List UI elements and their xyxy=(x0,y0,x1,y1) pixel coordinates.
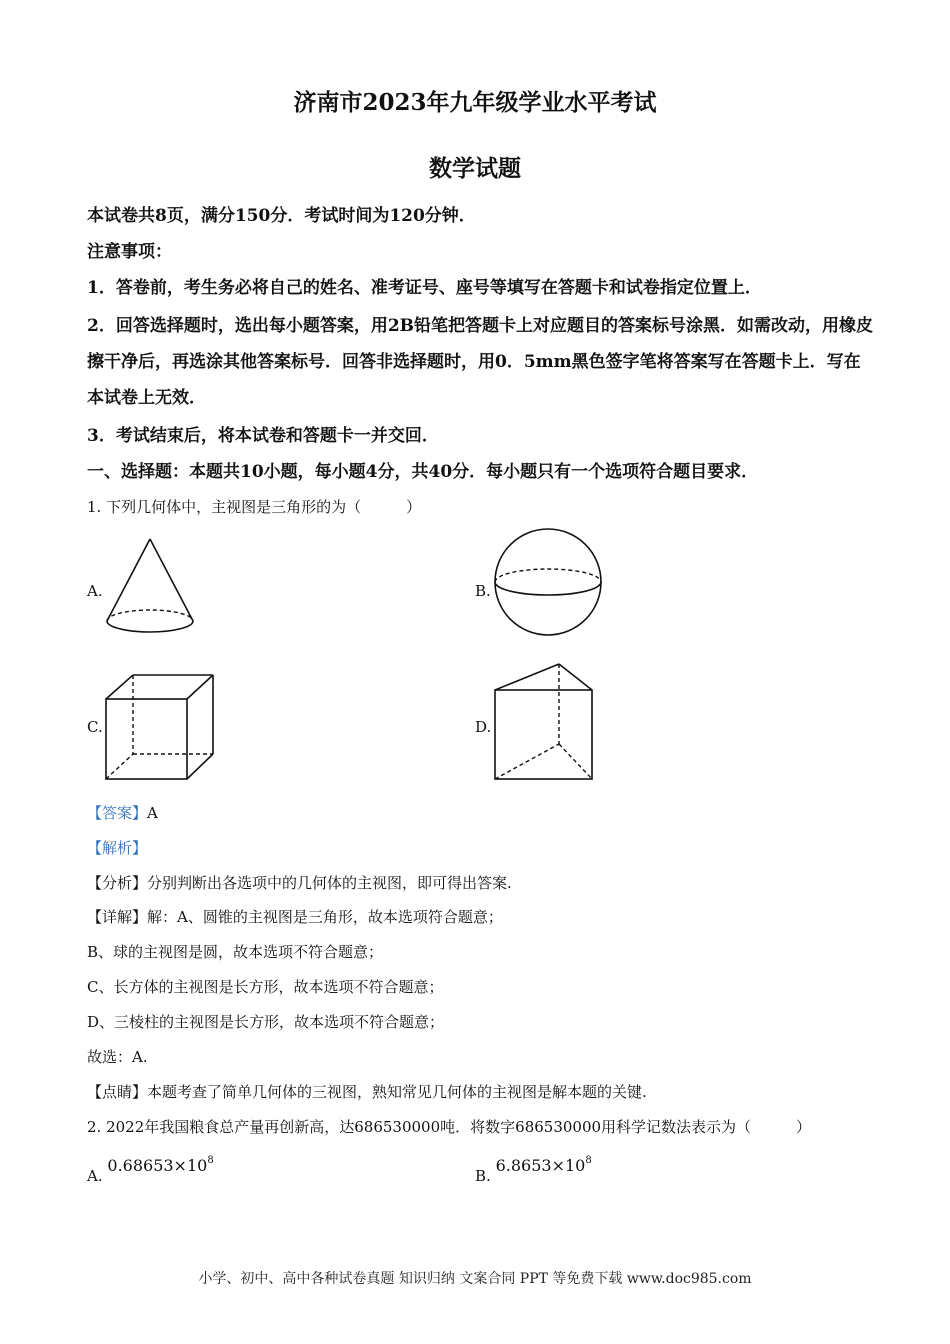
q1-answer-line xyxy=(87,802,158,824)
q2-option-a-value: $0.68653\times 10^8$ xyxy=(107,1155,214,1175)
fenxi-tag: 【分析】 xyxy=(87,874,148,892)
q1-option-b-label: B. xyxy=(475,582,491,600)
page-footer: 小学、初中、高中各种试卷真题 知识归纳 文案合同 PPT 等免费下载 www.doc985.com xyxy=(198,1271,752,1287)
q2-option-b xyxy=(475,1155,592,1187)
q2-option-b-value: $6.8653\times 10^8$ xyxy=(495,1155,592,1175)
fenxi-text: 分别判断出各选项中的几何体的主视图，即可得出答案. xyxy=(147,874,512,892)
q1-stem: 1. 下列几何体中，主视图是三角形的为（ ） xyxy=(87,498,422,516)
notice-1: 1．答卷前，考生务必将自己的姓名、准考证号、座号等填写在答题卡和试卷指定位置上． xyxy=(87,278,762,298)
q1-fenxi xyxy=(87,872,512,894)
sphere-icon xyxy=(492,526,604,638)
q1-detail-d: D、三棱柱的主视图是长方形，故本选项不符合题意； xyxy=(87,1013,445,1031)
cone-icon xyxy=(100,535,200,637)
notice-2: 2．回答选择题时，选出每小题答案，用2B铅笔把答题卡上对应题目的答案标号涂黑．如需改动，用橡皮擦干净后，再选涂其他答案标号．回答非选择题时，用0．5mm黑色签字笔将答案写在答题卡上．写在本试卷上无效． xyxy=(87,316,874,408)
q2-option-a xyxy=(87,1155,214,1187)
q2-option-b-label: B. xyxy=(475,1167,491,1185)
page-title: 济南市2023年九年级学业水平考试 xyxy=(293,89,657,116)
xiangjie-text: 解：A、圆锥的主视图是三角形，故本选项符合题意； xyxy=(147,908,503,926)
q1-detail-c: C、长方体的主视图是长方形，故本选项不符合题意； xyxy=(87,978,444,996)
q1-option-a-label: A. xyxy=(87,582,103,600)
section-1-heading: 一、选择题：本题共10小题，每小题4分，共40分．每小题只有一个选项符合题目要求． xyxy=(87,462,759,482)
intro-pages-line: 本试卷共8页，满分150分．考试时间为120分钟． xyxy=(87,206,476,226)
triangular-prism-icon xyxy=(492,660,596,784)
analysis-tag: 【解析】 xyxy=(87,839,148,857)
dianjing-text: 本题考查了简单几何体的三视图，熟知常见几何体的主视图是解本题的关键. xyxy=(147,1083,647,1101)
q1-option-c-label: C. xyxy=(87,718,103,736)
notice-3: 3．考试结束后，将本试卷和答题卡一并交回． xyxy=(87,426,439,446)
q1-conclusion: 故选：A. xyxy=(87,1048,148,1066)
cube-icon xyxy=(103,672,217,784)
q1-detail-b: B、球的主视图是圆，故本选项不符合题意； xyxy=(87,943,384,961)
xiangjie-tag: 【详解】 xyxy=(87,908,148,926)
dianjing-tag: 【点睛】 xyxy=(87,1083,148,1101)
q1-answer: A xyxy=(147,804,158,822)
notice-title: 注意事项： xyxy=(87,242,172,262)
q1-option-d-label: D. xyxy=(475,718,492,736)
q2-option-a-label: A. xyxy=(87,1167,103,1185)
page-subtitle: 数学试题 xyxy=(429,155,521,182)
answer-tag: 【答案】 xyxy=(87,804,148,822)
q1-dianjing xyxy=(87,1081,647,1103)
q2-stem: 2. 2022年我国粮食总产量再创新高，达686530000吨．将数字686530000用科学记数法表示为（ ） xyxy=(87,1118,812,1136)
q1-xiangjie xyxy=(87,906,503,928)
